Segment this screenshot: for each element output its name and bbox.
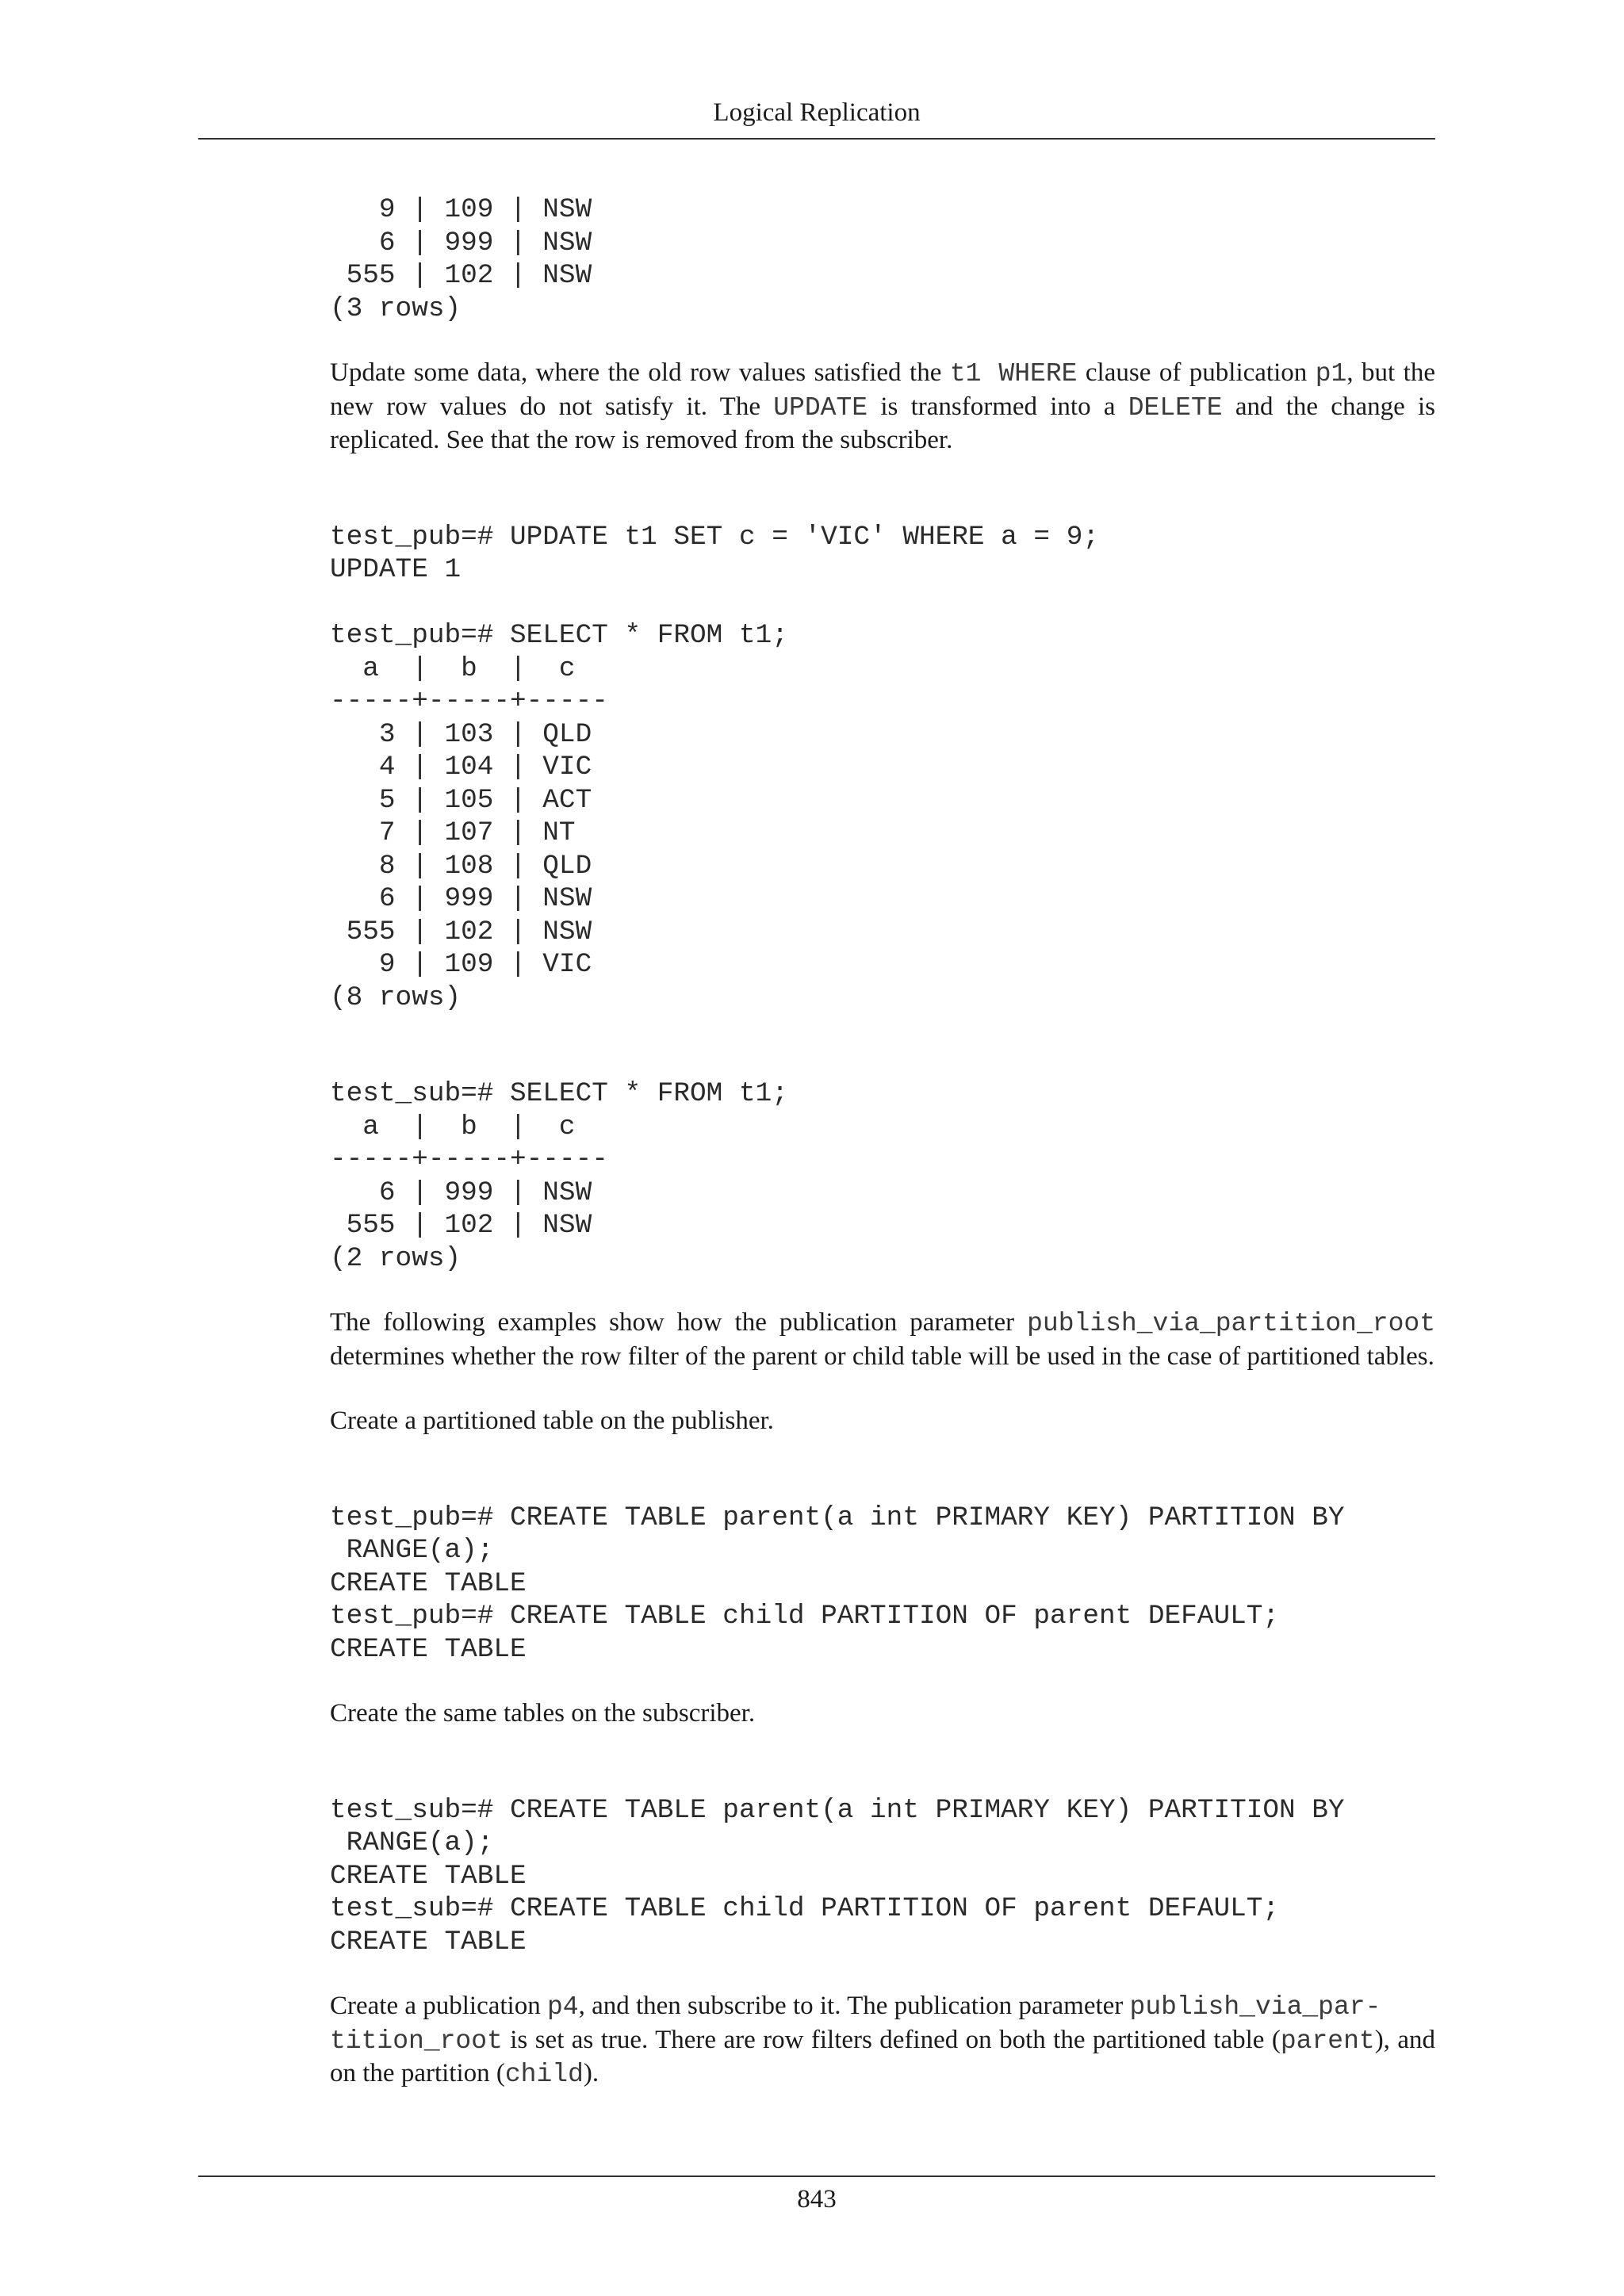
header-rule [198,138,1435,140]
spacer [330,1666,1435,1697]
spacer [330,1958,1435,1990]
paragraph-create-publication-p4 [330,1990,1435,2091]
inline-code: p1 [1315,359,1347,388]
spacer [330,1731,1435,1794]
paragraph-create-publisher-table: Create a partitioned table on the publisher. [330,1406,774,1435]
text: determines whether the row filter of the parent or child table will be used in the case of partitioned tables. [330,1341,1434,1371]
inline-code: tition_root [330,2026,503,2056]
inline-code: t1 WHERE [949,359,1078,388]
inline-code: publish_via_par- [1129,1992,1381,2022]
code-block-select-subscriber: test_sub=# SELECT * FROM t1; a | b | c -----+-----+----- 6 | 999 | NSW 555 | 102 | NSW (2 rows) [330,1078,788,1274]
page-header-title: Logical Replication [713,98,921,127]
code-block-update-publisher: test_pub=# UPDATE t1 SET c = 'VIC' WHERE a = 9; UPDATE 1 test_pub=# SELECT * FROM t1; a | b | c -----+-----+----- 3 | 103 | QLD 4 | 104 | VIC 5 | 105 | ACT 7 | 107 | NT 8 | 108 | QLD 6 | 999 | NSW 555 | 102 | NSW 9 | 109 | VIC (8 rows) [330,521,1099,1013]
code-block-create-subscriber: test_sub=# CREATE TABLE parent(a int PRIMARY KEY) PARTITION BY RANGE(a); CREATE TABLE test_sub=# CREATE TABLE child PARTITION OF parent DEFAULT; CREATE TABLE [330,1794,1345,1957]
spacer [330,1373,1435,1405]
text: , and then subscribe to it. The publication parameter [578,1992,1130,2020]
inline-code: publish_via_partition_root [1027,1309,1435,1338]
page-number: 843 [797,2185,837,2214]
paragraph-create-subscriber-table: Create the same tables on the subscriber. [330,1699,756,1728]
text: clause of publication [1077,358,1316,387]
spacer [330,1438,1435,1502]
text: Update some data, where the old row values satisfied the [330,358,950,387]
code-block-result-rows: 9 | 109 | NSW 6 | 999 | NSW 555 | 102 | NSW (3 rows) [330,194,592,324]
paragraph-partition-root-intro [330,1307,1435,1373]
inline-code: p4 [546,1992,579,2022]
text: ), and on the partition ( [330,2025,1435,2087]
text: The following examples show how the publication parameter [330,1308,1028,1337]
spacer [330,457,1435,521]
page-content [330,193,1435,2091]
paragraph-update-explanation [330,357,1435,457]
spacer [330,325,1435,357]
footer-rule [198,2175,1435,2177]
inline-code: UPDATE [773,392,868,423]
text: is transformed into a [868,392,1128,421]
text: ). [583,2059,599,2087]
text: , but the new row values do not satisfy it. The [330,358,1435,421]
inline-code: DELETE [1128,392,1223,423]
text: Create a publication [330,1992,547,2020]
text: is set as true. There are row filters defined on both the partitioned table ( [502,2025,1281,2054]
inline-code: child [504,2060,584,2089]
code-block-create-publisher: test_pub=# CREATE TABLE parent(a int PRIMARY KEY) PARTITION BY RANGE(a); CREATE TABLE test_pub=# CREATE TABLE child PARTITION OF parent DEFAULT; CREATE TABLE [330,1502,1345,1665]
spacer [330,1275,1435,1307]
text: and the change is replicated. See that the row is removed from the subscriber. [330,392,1435,454]
inline-code: parent [1280,2026,1375,2056]
spacer [330,1014,1435,1077]
